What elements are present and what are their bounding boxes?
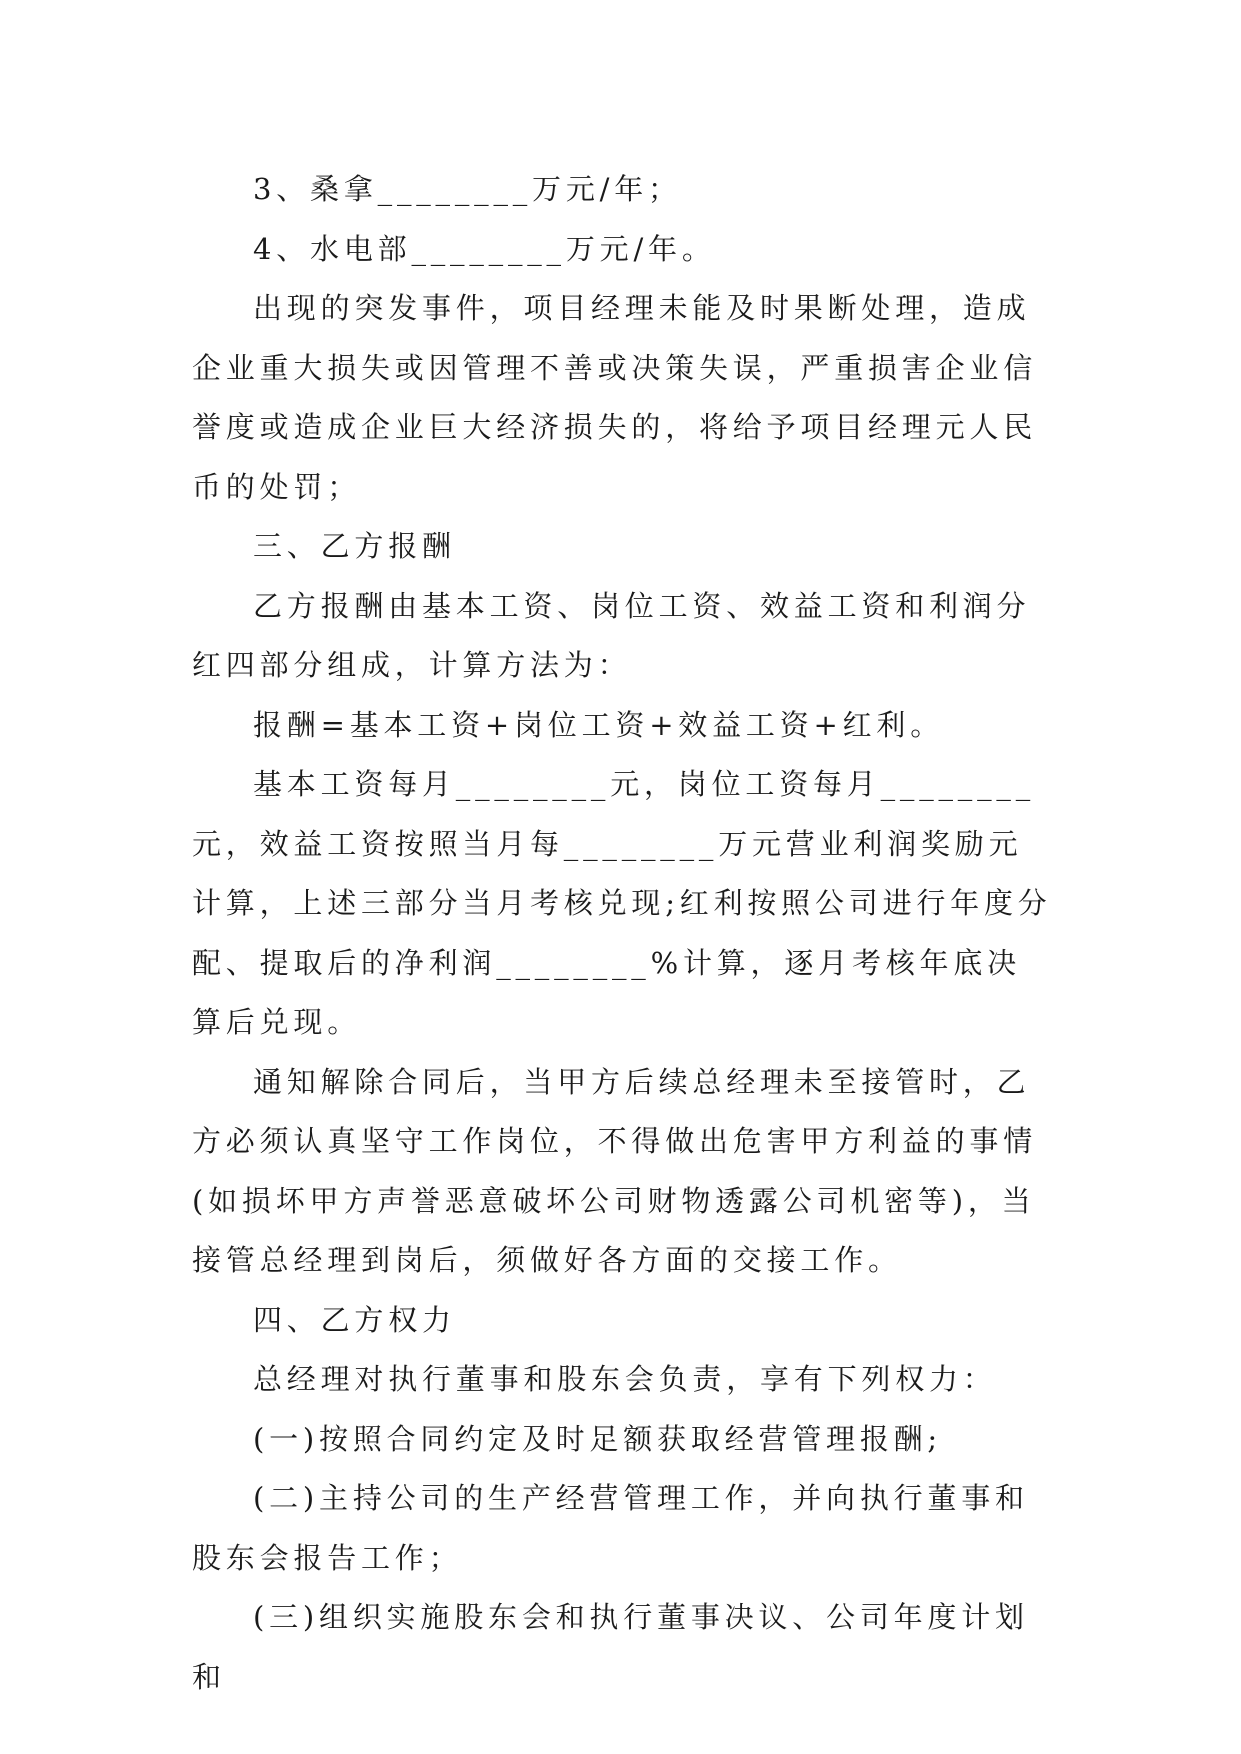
right-item-2: (二)主持公司的生产经营管理工作，并向执行董事和股东会报告工作； bbox=[192, 1481, 1029, 1575]
document-body bbox=[192, 160, 1052, 1707]
item-sauna-fee: 3、桑拿________万元/年； bbox=[253, 172, 682, 206]
section-heading-rights: 四、乙方权力 bbox=[253, 1302, 456, 1337]
right-item-3: (三)组织实施股东会和执行董事决议、公司年度计划和 bbox=[192, 1600, 1029, 1694]
salary-details-paragraph: 基本工资每月________元，岗位工资每月________元，效益工资按照当月每________万元营业利润奖励元计算，上述三部分当月考核兑现;红利按照公司进行年度分配、提取后的净利润________%计算，逐月考核年底决算后兑现。 bbox=[192, 767, 1052, 1039]
emergency-penalty-paragraph: 出现的突发事件，项目经理未能及时果断处理，造成企业重大损失或因管理不善或决策失误，严重损害企业信誉度或造成企业巨大经济损失的，将给予项目经理元人民币的处罚； bbox=[192, 291, 1038, 504]
remuneration-composition-paragraph: 乙方报酬由基本工资、岗位工资、效益工资和利润分红四部分组成，计算方法为： bbox=[192, 588, 1031, 682]
remuneration-formula: 报酬=基本工资+岗位工资+效益工资+红利。 bbox=[253, 707, 944, 742]
right-item-1: (一)按照合同约定及时足额获取经营管理报酬; bbox=[253, 1421, 942, 1456]
item-utilities-fee: 4、水电部________万元/年。 bbox=[253, 231, 716, 266]
contract-termination-paragraph: 通知解除合同后，当甲方后续总经理未至接管时，乙方必须认真坚守工作岗位，不得做出危害甲方利益的事情(如损坏甲方声誉恶意破坏公司财物透露公司机密等)，当接管总经理到岗后，须做好各方面的交接工作。 bbox=[192, 1064, 1038, 1277]
rights-intro-paragraph: 总经理对执行董事和股东会负责，享有下列权力： bbox=[253, 1362, 997, 1396]
section-heading-remuneration: 三、乙方报酬 bbox=[253, 529, 456, 563]
